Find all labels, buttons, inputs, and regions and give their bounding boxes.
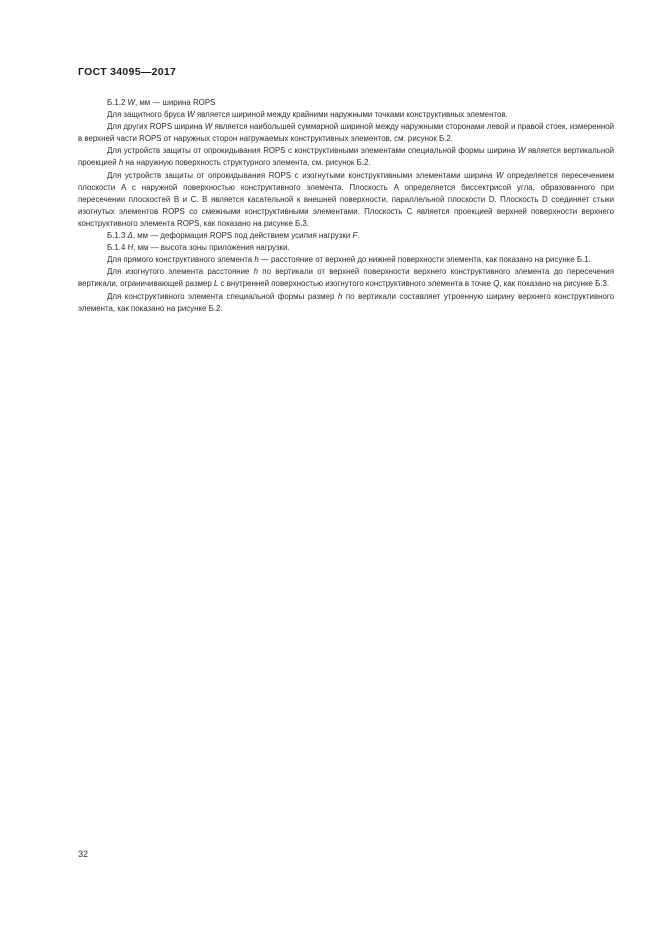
text-run: Для устройств защиты от опрокидывания ROPS с конструктивными элементами специальной формы ширина	[107, 146, 518, 156]
text-run: по вертикали составляет утроенную ширину верхнего конструктивного элемента, как показано на рисунке Б.2.	[78, 291, 614, 313]
paragraph-straight-element-h	[78, 254, 614, 266]
variable-symbol: W	[187, 110, 195, 120]
text-run: Для изогнутого элемента расстояние	[107, 267, 254, 277]
text-run: — расстояние от верхней до нижней поверхности элемента, как показано на рисунке Б.1.	[258, 255, 591, 265]
variable-symbol: h	[253, 267, 259, 277]
variable-symbol: L	[213, 279, 219, 289]
text-run: является наибольшей суммарной шириной между наружными сторонами левой и правой стоек, измеренной в верхней части ROPS от наружных сторон нагружаемых конструктивных элементов, см. рисунок Б.2.	[78, 122, 614, 144]
variable-symbol: H	[127, 243, 134, 253]
document-body	[78, 97, 614, 315]
text-run: , мм — высота зоны приложения нагрузки.	[133, 243, 290, 253]
text-run: , мм — деформация ROPS под действием усилия нагрузки	[132, 231, 353, 241]
page-number: 32	[78, 849, 89, 859]
variable-symbol: F	[352, 231, 358, 241]
paragraph-special-shape-width	[78, 145, 614, 169]
variable-symbol: W	[496, 170, 504, 180]
paragraph-b-1-2	[78, 97, 614, 109]
paragraph-special-element-h	[78, 291, 614, 315]
text-run: Б.1.3	[107, 231, 128, 241]
paragraph-other-rops-width	[78, 121, 614, 145]
text-run: с внутренней поверхностью изогнутого конструктивного элемента в точке	[218, 279, 494, 289]
document-header: ГОСТ 34095—2017	[78, 66, 177, 78]
variable-symbol: Q	[493, 279, 500, 289]
text-run: Для конструктивного элемента специальной формы размер	[107, 291, 338, 301]
text-run: Для прямого конструктивного элемента	[107, 255, 255, 265]
text-run: Для других ROPS ширина	[107, 122, 205, 132]
text-run: является шириной между крайними наружными точками конструктивных элементов.	[194, 110, 508, 120]
text-run: является вертикальной проекцией	[78, 146, 614, 168]
variable-symbol: W	[204, 122, 213, 132]
paragraph-b-1-3	[78, 230, 614, 242]
text-run: Для защитного бруса	[107, 110, 188, 120]
variable-symbol: Δ	[127, 231, 133, 241]
text-run: Б.1.2	[107, 98, 128, 107]
text-run: Для устройств защиты от опрокидывания ROPS с изогнутыми конструктивными элементами ширина	[107, 170, 496, 180]
text-run: на наружную поверхность структурного элемента, см. рисунок Б.2.	[123, 158, 371, 168]
text-run: определяется пересечением плоскости A с наружной поверхностью конструктивного элемента. Плоскость A определяется биссектрисой угла, образованного при пересечении плоскостей B и C. B является касательной к внешней поверхности, параллельной плоскости D. Плоскость D соединяет стыки изогнутых элементов ROPS со смежными конструктивными элементами. Плоскость C является проекцией верхней поверхности верхнего конструктивного элемента ROPS, как показано на рисунке Б.3.	[78, 170, 614, 228]
text-run: по вертикали от верхней поверхности верхнего конструктивного элемента до пересечения вертикали, ограничивающей размер	[78, 267, 614, 289]
variable-symbol: W	[127, 98, 135, 107]
variable-symbol: W	[517, 146, 526, 156]
variable-symbol: h	[254, 255, 259, 265]
paragraph-b-1-4	[78, 242, 614, 254]
paragraph-curved-element-h	[78, 266, 614, 290]
paragraph-protective-bar-width	[78, 109, 614, 121]
text-run: , как показано на рисунке Б.3.	[499, 279, 610, 289]
paragraph-curved-elements-width	[78, 170, 614, 230]
text-run: .	[357, 231, 360, 241]
text-run: , мм — ширина ROPS	[135, 98, 216, 107]
variable-symbol: h	[118, 158, 124, 168]
text-run: Б.1.4	[107, 243, 128, 253]
variable-symbol: h	[337, 291, 343, 301]
